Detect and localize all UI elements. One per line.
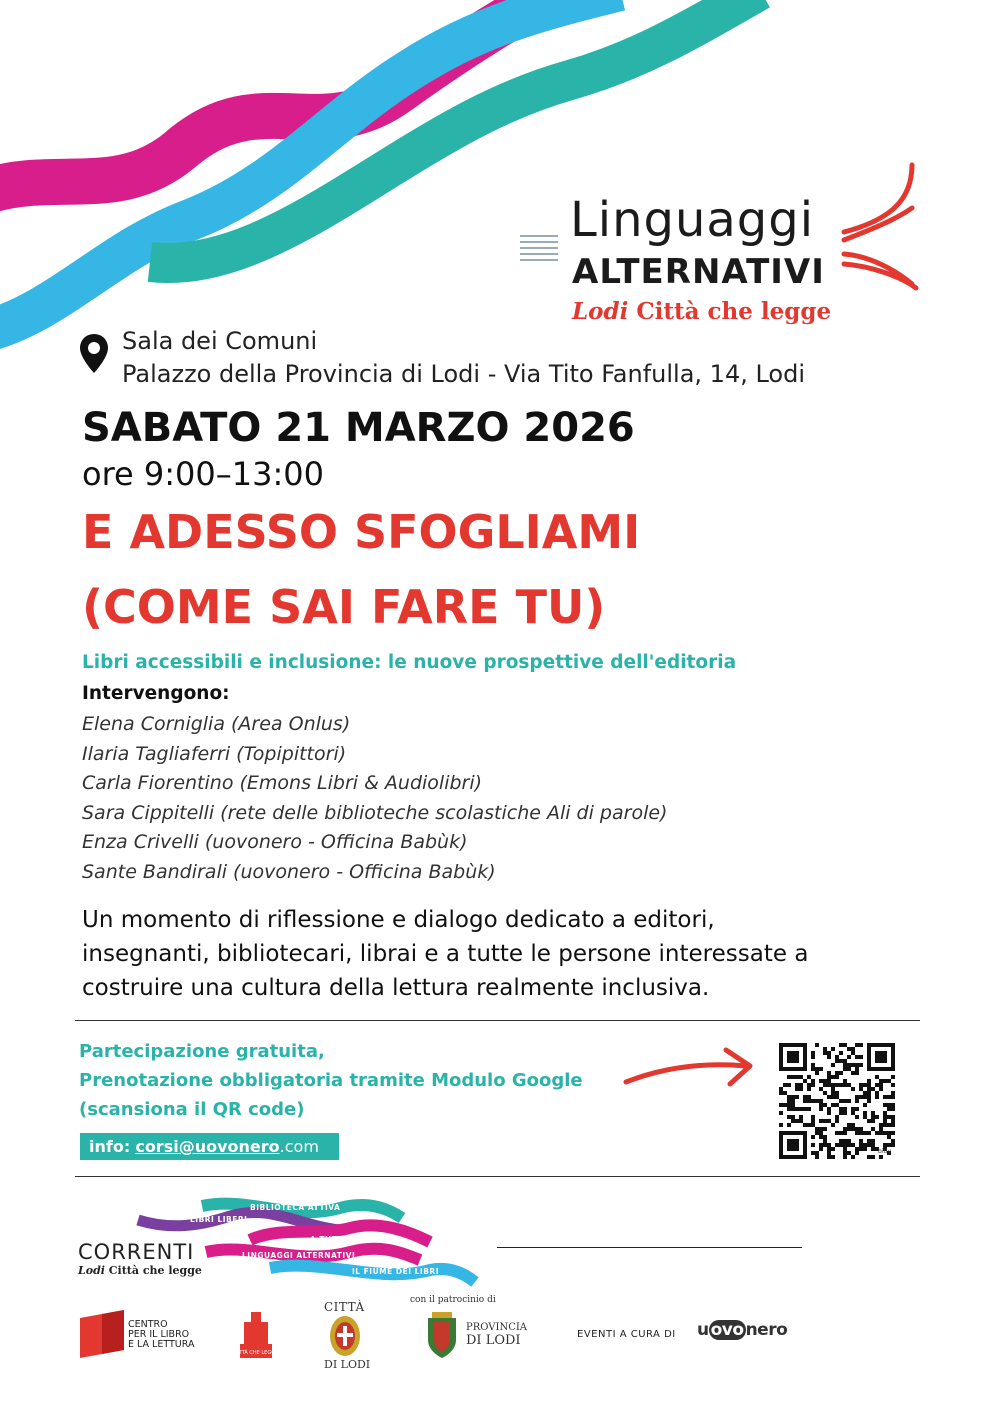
cepell-label xyxy=(128,1320,194,1350)
logo-tag-city: Lodi xyxy=(572,298,629,325)
participation-info xyxy=(79,1037,583,1124)
speakers-heading: Intervengono: xyxy=(82,683,230,704)
venue-address xyxy=(122,325,805,391)
qr-code-icon[interactable] xyxy=(778,1042,896,1160)
lodi-coat-of-arms-icon xyxy=(328,1314,362,1358)
logo-tagline xyxy=(572,298,831,325)
logo-title: Linguaggi xyxy=(570,192,815,248)
correnti-title: CORRENTI xyxy=(78,1240,195,1264)
provincia-label: PROVINCIA xyxy=(466,1322,528,1333)
citta-label: CITTÀ xyxy=(324,1300,365,1314)
speaker-item: Elena Corniglia (Area Onlus) xyxy=(82,713,351,735)
ribbon-label: A TUTT'ORECCHI xyxy=(310,1235,387,1244)
cepell-line: PER IL LIBRO xyxy=(128,1329,190,1340)
info-contact[interactable] xyxy=(80,1133,339,1160)
uovonero-logo xyxy=(697,1320,787,1340)
di-lodi-label: DI LODI xyxy=(324,1358,371,1371)
arrow-right-icon xyxy=(622,1040,762,1100)
event-subtitle: Libri accessibili e inclusione: le nuove prospettive dell'editoria xyxy=(82,652,737,673)
description-line: costruire una cultura della lettura realmente inclusiva. xyxy=(82,975,710,1001)
uovo-part-highlight: ovo xyxy=(710,1320,744,1340)
cepell-line: CENTRO xyxy=(128,1319,168,1330)
participation-line-1: Partecipazione gratuita, xyxy=(79,1041,325,1062)
correnti-tagline xyxy=(78,1264,202,1277)
cepell-line: E LA LETTURA xyxy=(128,1339,195,1350)
event-title-line-2: (COME SAI FARE TU) xyxy=(82,580,606,634)
correnti-city: Lodi xyxy=(78,1264,105,1277)
patrocinio-label: con il patrocinio di xyxy=(410,1295,496,1305)
provincia-coat-of-arms-icon xyxy=(424,1310,460,1360)
provincia-di-lodi-label: DI LODI xyxy=(466,1333,521,1348)
info-email-domain: .com xyxy=(279,1137,319,1156)
venue-line-1: Sala dei Comuni xyxy=(122,327,318,355)
event-title-line-1: E ADESSO SFOGLIAMI xyxy=(82,505,641,559)
location-pin-icon xyxy=(78,333,110,375)
uovo-part: u xyxy=(697,1320,709,1340)
description-line: Un momento di riflessione e dialogo dedicato a editori, xyxy=(82,907,715,933)
venue-line-2: Palazzo della Provincia di Lodi - Via Tito Fanfulla, 14, Lodi xyxy=(122,360,806,388)
correnti-rest: Città che legge xyxy=(104,1264,202,1277)
event-hours: ore 9:00–13:00 xyxy=(82,455,324,493)
ribbon-label: LINGUAGGI ALTERNATIVI xyxy=(242,1251,356,1260)
logo-tag-rest: Città che legge xyxy=(628,298,832,325)
divider-bottom xyxy=(75,1176,920,1177)
citta-che-legge-logo-icon xyxy=(233,1310,279,1360)
ribbon-label: LIBRI LIBERI xyxy=(190,1215,248,1224)
citta-che-legge-label: CITTÀ CHE LEGGE xyxy=(233,1350,279,1356)
ribbon-label: IL FIUME DEI LIBRI xyxy=(352,1267,439,1276)
uovo-part: nero xyxy=(745,1320,788,1340)
speaker-item: Enza Crivelli (uovonero - Officina Babùk) xyxy=(82,831,468,853)
description-line: insegnanti, bibliotecari, librai e a tutte le persone interessate a xyxy=(82,941,809,967)
eventi-label: EVENTI A CURA DI xyxy=(577,1329,676,1340)
speaker-item: Carla Fiorentino (Emons Libri & Audiolibri) xyxy=(82,772,483,794)
info-label: info: xyxy=(89,1137,131,1156)
event-date: SABATO 21 MARZO 2026 xyxy=(82,405,635,451)
speaker-item: Ilaria Tagliaferri (Topipittori) xyxy=(82,742,347,765)
ribbon-label: BIBLIOTECA ATTIVA xyxy=(250,1203,341,1212)
divider-top xyxy=(75,1020,920,1021)
event-description xyxy=(82,903,808,1005)
speaker-item: Sara Cippitelli (rete delle biblioteche scolastiche Ali di parole) xyxy=(82,801,668,824)
logo-subtitle: ALTERNATIVI xyxy=(572,252,825,292)
participation-line-3: (scansiona il QR code) xyxy=(79,1099,305,1120)
participation-line-2: Prenotazione obbligatoria tramite Modulo Google xyxy=(79,1070,583,1091)
lines-icon xyxy=(518,232,560,264)
signature-line xyxy=(497,1247,802,1248)
cepell-logo-icon xyxy=(80,1310,124,1358)
info-email-link[interactable]: corsi@uovonero xyxy=(135,1137,280,1156)
speaker-item: Sante Bandirali (uovonero - Officina Babùk) xyxy=(82,860,496,883)
qr-caption: bitly xyxy=(878,1148,892,1155)
speakers-list xyxy=(82,710,667,887)
sound-waves-icon xyxy=(840,160,920,290)
